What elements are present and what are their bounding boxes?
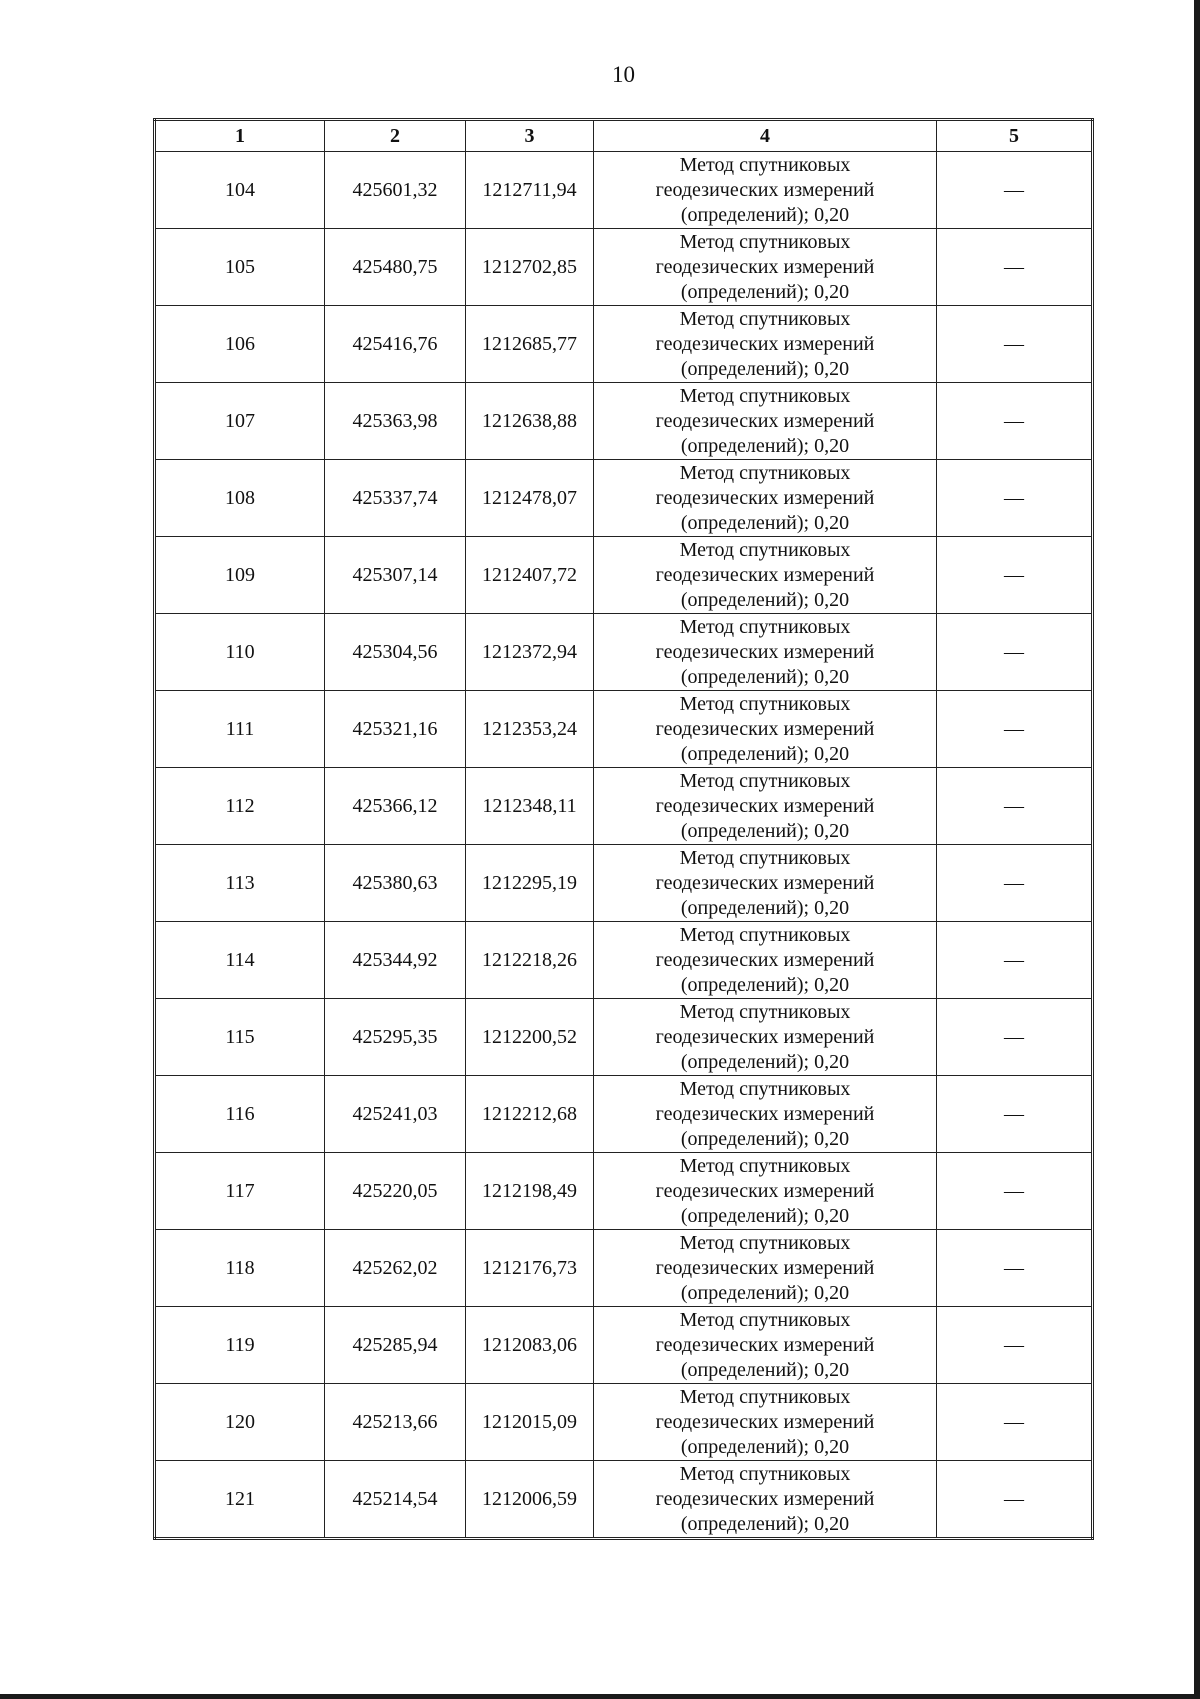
note-cell: — xyxy=(937,999,1093,1076)
y-coordinate-cell: 1212353,24 xyxy=(466,691,594,768)
method-line: геодезических измерений xyxy=(655,332,875,355)
y-coordinate-cell: 1212685,77 xyxy=(466,306,594,383)
scan-edge-bottom xyxy=(0,1694,1200,1699)
method-cell xyxy=(594,691,937,768)
x-coordinate-cell: 425601,32 xyxy=(325,152,466,229)
y-coordinate-cell: 1212212,68 xyxy=(466,1076,594,1153)
table-row xyxy=(155,383,1093,460)
x-coordinate-cell: 425363,98 xyxy=(325,383,466,460)
point-cell: 106 xyxy=(155,306,325,383)
x-coordinate-cell: 425337,74 xyxy=(325,460,466,537)
method-line: геодезических измерений xyxy=(655,1487,875,1510)
method-cell xyxy=(594,1230,937,1307)
note-cell: — xyxy=(937,1076,1093,1153)
x-coordinate-cell: 425241,03 xyxy=(325,1076,466,1153)
note-cell: — xyxy=(937,460,1093,537)
method-cell xyxy=(594,845,937,922)
table-row xyxy=(155,691,1093,768)
method-cell xyxy=(594,999,937,1076)
x-coordinate-cell: 425416,76 xyxy=(325,306,466,383)
method-line: Метод спутниковых xyxy=(679,307,851,330)
point-cell: 117 xyxy=(155,1153,325,1230)
x-coordinate-cell: 425480,75 xyxy=(325,229,466,306)
method-cell xyxy=(594,768,937,845)
table-row xyxy=(155,845,1093,922)
table-header-row xyxy=(155,120,1093,152)
method-cell xyxy=(594,229,937,306)
note-cell: — xyxy=(937,229,1093,306)
y-coordinate-cell: 1212198,49 xyxy=(466,1153,594,1230)
note-cell: — xyxy=(937,537,1093,614)
x-coordinate-cell: 425366,12 xyxy=(325,768,466,845)
method-line: Метод спутниковых xyxy=(679,769,851,792)
method-line: геодезических измерений xyxy=(655,1179,875,1202)
method-line: (определений); 0,20 xyxy=(680,742,850,765)
coordinates-table xyxy=(153,118,1094,1540)
method-line: Метод спутниковых xyxy=(679,153,851,176)
method-cell xyxy=(594,1307,937,1384)
method-line: (определений); 0,20 xyxy=(680,434,850,457)
point-cell: 104 xyxy=(155,152,325,229)
method-line: (определений); 0,20 xyxy=(680,1435,850,1458)
method-line: Метод спутниковых xyxy=(679,1154,851,1177)
method-line: (определений); 0,20 xyxy=(680,280,850,303)
point-cell: 107 xyxy=(155,383,325,460)
y-coordinate-cell: 1212006,59 xyxy=(466,1461,594,1539)
method-line: (определений); 0,20 xyxy=(680,1512,850,1535)
method-line: Метод спутниковых xyxy=(679,1462,851,1485)
method-line: Метод спутниковых xyxy=(679,923,851,946)
method-line: геодезических измерений xyxy=(655,178,875,201)
point-cell: 109 xyxy=(155,537,325,614)
y-coordinate-cell: 1212200,52 xyxy=(466,999,594,1076)
note-cell: — xyxy=(937,845,1093,922)
method-line: Метод спутниковых xyxy=(679,1000,851,1023)
method-line: Метод спутниковых xyxy=(679,1231,851,1254)
x-coordinate-cell: 425304,56 xyxy=(325,614,466,691)
method-cell xyxy=(594,460,937,537)
header-col-5: 5 xyxy=(937,120,1093,152)
header-col-2: 2 xyxy=(325,120,466,152)
point-cell: 116 xyxy=(155,1076,325,1153)
method-cell xyxy=(594,1153,937,1230)
method-line: геодезических измерений xyxy=(655,871,875,894)
method-cell xyxy=(594,383,937,460)
point-cell: 115 xyxy=(155,999,325,1076)
method-line: геодезических измерений xyxy=(655,1410,875,1433)
table-row xyxy=(155,460,1093,537)
method-cell xyxy=(594,614,937,691)
y-coordinate-cell: 1212372,94 xyxy=(466,614,594,691)
table-row xyxy=(155,768,1093,845)
method-line: (определений); 0,20 xyxy=(680,665,850,688)
note-cell: — xyxy=(937,152,1093,229)
method-line: Метод спутниковых xyxy=(679,538,851,561)
x-coordinate-cell: 425285,94 xyxy=(325,1307,466,1384)
method-line: (определений); 0,20 xyxy=(680,1358,850,1381)
method-line: геодезических измерений xyxy=(655,1025,875,1048)
point-cell: 120 xyxy=(155,1384,325,1461)
method-line: (определений); 0,20 xyxy=(680,588,850,611)
method-cell xyxy=(594,1076,937,1153)
table-row xyxy=(155,1230,1093,1307)
method-line: Метод спутниковых xyxy=(679,692,851,715)
y-coordinate-cell: 1212702,85 xyxy=(466,229,594,306)
note-cell: — xyxy=(937,306,1093,383)
point-cell: 118 xyxy=(155,1230,325,1307)
point-cell: 113 xyxy=(155,845,325,922)
x-coordinate-cell: 425321,16 xyxy=(325,691,466,768)
note-cell: — xyxy=(937,1307,1093,1384)
table-row xyxy=(155,1076,1093,1153)
table-row xyxy=(155,999,1093,1076)
table-row xyxy=(155,229,1093,306)
method-line: Метод спутниковых xyxy=(679,384,851,407)
method-line: (определений); 0,20 xyxy=(680,1281,850,1304)
method-line: (определений); 0,20 xyxy=(680,896,850,919)
method-line: (определений); 0,20 xyxy=(680,1204,850,1227)
method-cell xyxy=(594,537,937,614)
header-col-3: 3 xyxy=(466,120,594,152)
method-line: Метод спутниковых xyxy=(679,1385,851,1408)
note-cell: — xyxy=(937,1230,1093,1307)
x-coordinate-cell: 425307,14 xyxy=(325,537,466,614)
table-row xyxy=(155,1384,1093,1461)
table-row xyxy=(155,306,1093,383)
method-line: Метод спутниковых xyxy=(679,1077,851,1100)
method-line: (определений); 0,20 xyxy=(680,357,850,380)
method-line: Метод спутниковых xyxy=(679,230,851,253)
method-line: геодезических измерений xyxy=(655,563,875,586)
method-line: (определений); 0,20 xyxy=(680,1050,850,1073)
method-cell xyxy=(594,306,937,383)
method-line: геодезических измерений xyxy=(655,794,875,817)
method-cell xyxy=(594,1461,937,1539)
method-line: Метод спутниковых xyxy=(679,1308,851,1331)
x-coordinate-cell: 425380,63 xyxy=(325,845,466,922)
x-coordinate-cell: 425220,05 xyxy=(325,1153,466,1230)
y-coordinate-cell: 1212218,26 xyxy=(466,922,594,999)
table-row xyxy=(155,614,1093,691)
method-cell xyxy=(594,922,937,999)
y-coordinate-cell: 1212176,73 xyxy=(466,1230,594,1307)
method-line: (определений); 0,20 xyxy=(680,511,850,534)
x-coordinate-cell: 425213,66 xyxy=(325,1384,466,1461)
point-cell: 111 xyxy=(155,691,325,768)
note-cell: — xyxy=(937,1153,1093,1230)
method-line: геодезических измерений xyxy=(655,409,875,432)
method-line: геодезических измерений xyxy=(655,1333,875,1356)
point-cell: 105 xyxy=(155,229,325,306)
table-row xyxy=(155,152,1093,229)
x-coordinate-cell: 425262,02 xyxy=(325,1230,466,1307)
method-line: Метод спутниковых xyxy=(679,461,851,484)
method-line: (определений); 0,20 xyxy=(680,819,850,842)
header-col-1: 1 xyxy=(155,120,325,152)
note-cell: — xyxy=(937,1384,1093,1461)
method-line: Метод спутниковых xyxy=(679,846,851,869)
method-cell xyxy=(594,152,937,229)
method-line: геодезических измерений xyxy=(655,255,875,278)
y-coordinate-cell: 1212711,94 xyxy=(466,152,594,229)
table-row xyxy=(155,537,1093,614)
method-line: геодезических измерений xyxy=(655,717,875,740)
method-line: (определений); 0,20 xyxy=(680,1127,850,1150)
method-line: Метод спутниковых xyxy=(679,615,851,638)
note-cell: — xyxy=(937,768,1093,845)
method-line: геодезических измерений xyxy=(655,1256,875,1279)
note-cell: — xyxy=(937,691,1093,768)
method-line: геодезических измерений xyxy=(655,1102,875,1125)
point-cell: 114 xyxy=(155,922,325,999)
y-coordinate-cell: 1212348,11 xyxy=(466,768,594,845)
table-row xyxy=(155,922,1093,999)
point-cell: 112 xyxy=(155,768,325,845)
x-coordinate-cell: 425344,92 xyxy=(325,922,466,999)
y-coordinate-cell: 1212083,06 xyxy=(466,1307,594,1384)
table-row xyxy=(155,1307,1093,1384)
method-line: (определений); 0,20 xyxy=(680,973,850,996)
method-line: геодезических измерений xyxy=(655,640,875,663)
method-line: геодезических измерений xyxy=(655,948,875,971)
method-cell xyxy=(594,1384,937,1461)
note-cell: — xyxy=(937,922,1093,999)
table-row xyxy=(155,1153,1093,1230)
y-coordinate-cell: 1212478,07 xyxy=(466,460,594,537)
x-coordinate-cell: 425295,35 xyxy=(325,999,466,1076)
point-cell: 119 xyxy=(155,1307,325,1384)
y-coordinate-cell: 1212407,72 xyxy=(466,537,594,614)
note-cell: — xyxy=(937,614,1093,691)
point-cell: 121 xyxy=(155,1461,325,1539)
x-coordinate-cell: 425214,54 xyxy=(325,1461,466,1539)
point-cell: 110 xyxy=(155,614,325,691)
table-row xyxy=(155,1461,1093,1539)
scan-edge-right xyxy=(1194,0,1200,1699)
page-number: 10 xyxy=(612,62,635,87)
note-cell: — xyxy=(937,1461,1093,1539)
point-cell: 108 xyxy=(155,460,325,537)
method-line: геодезических измерений xyxy=(655,486,875,509)
method-line: (определений); 0,20 xyxy=(680,203,850,226)
y-coordinate-cell: 1212015,09 xyxy=(466,1384,594,1461)
header-col-4: 4 xyxy=(594,120,937,152)
note-cell: — xyxy=(937,383,1093,460)
y-coordinate-cell: 1212295,19 xyxy=(466,845,594,922)
y-coordinate-cell: 1212638,88 xyxy=(466,383,594,460)
